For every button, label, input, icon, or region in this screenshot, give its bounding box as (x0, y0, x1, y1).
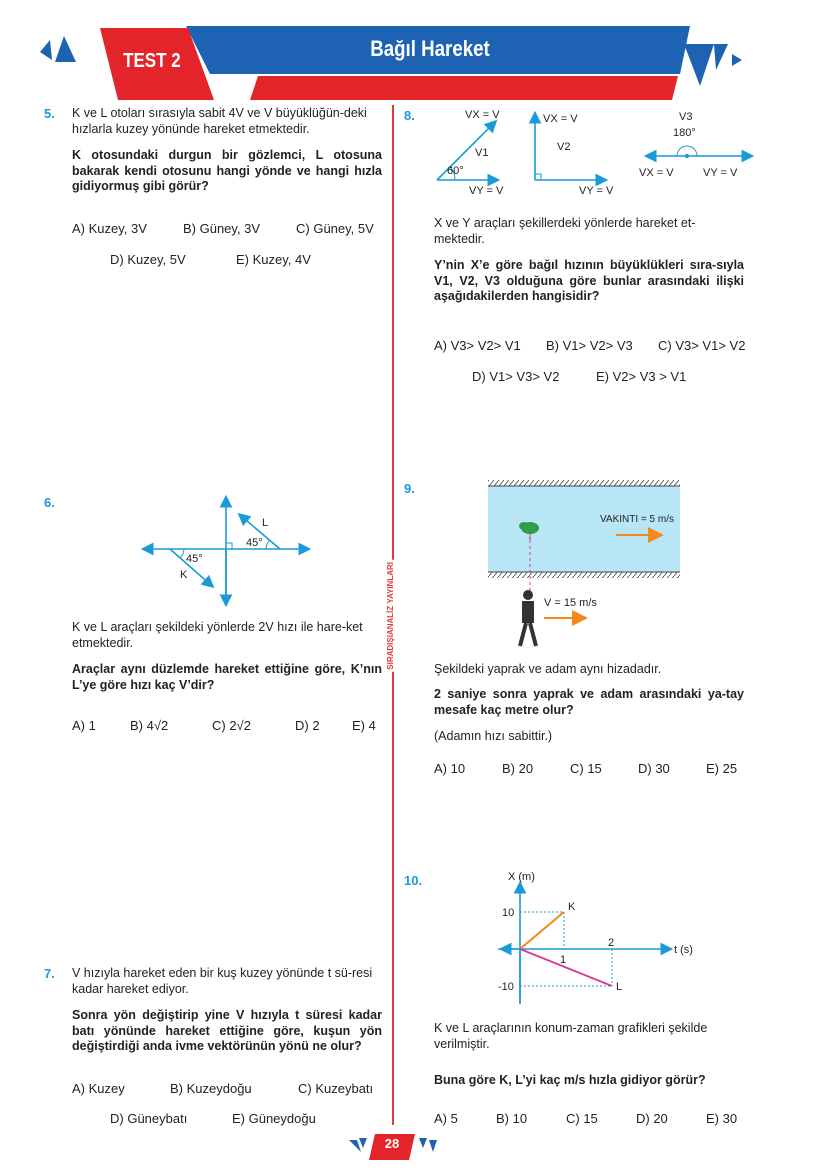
q8-fig1-v1: V1 (475, 147, 489, 159)
q6-option-e[interactable]: E) 4 (352, 718, 376, 733)
q8-vector-figures (425, 104, 775, 204)
page-number: 28 (384, 1136, 400, 1151)
q10-tick-1: 1 (560, 954, 567, 966)
q7-number: 7. (44, 966, 55, 981)
q6-option-a[interactable]: A) 1 (72, 718, 96, 733)
q9-note: (Adamın hızı sabittir.) (434, 729, 553, 743)
q8-fig3-vy: VY = V (703, 167, 738, 179)
q6-option-d[interactable]: D) 2 (295, 718, 320, 733)
q7-option-d[interactable]: D) Güneybatı (110, 1111, 188, 1126)
q6-text: K ve L araçları şekildeki yönlerde 2V hızı ile hare-ket etmektedir. (72, 620, 363, 650)
q8-number: 8. (404, 108, 415, 123)
q5-text: K ve L otoları sırasıyla sabit 4V ve V büyüklüğün-deki hızlarla kuzey yönünde hareket etmektedir. (72, 106, 367, 136)
q5-number: 5. (44, 106, 55, 121)
q5-option-c[interactable]: C) Güney, 5V (296, 221, 374, 236)
q8-option-d[interactable]: D) V1> V3> V2 (472, 369, 560, 384)
q10-option-c[interactable]: C) 15 (566, 1111, 598, 1126)
q9-man-speed: V = 15 m/s (544, 597, 597, 609)
q9-option-d[interactable]: D) 30 (638, 761, 670, 776)
q9-text: Şekildeki yaprak ve adam aynı hizadadır. (434, 662, 662, 676)
q8-fig2-v2: V2 (557, 141, 571, 153)
q6-label-k: K (180, 569, 188, 581)
q9-option-c[interactable]: C) 15 (570, 761, 602, 776)
q10-y-axis-label: X (m) (508, 871, 535, 883)
q9-current-label: VAKINTI = 5 m/s (600, 514, 674, 525)
q7-option-c[interactable]: C) Kuzeybatı (298, 1081, 374, 1096)
q7-option-b[interactable]: B) Kuzeydoğu (170, 1081, 252, 1096)
q5-option-a[interactable]: A) Kuzey, 3V (72, 221, 147, 236)
q7-option-e[interactable]: E) Güneydoğu (232, 1111, 316, 1126)
q6-question: Araçlar aynı düzlemde hareket ettiğine göre, K’nın L’ye göre hızı kaç V’dir? (72, 662, 382, 692)
q8-fig2-vy: VY = V (579, 185, 614, 197)
q10-question: Buna göre K, L’yi kaç m/s hızla gidiyor görür? (434, 1073, 706, 1087)
q8-fig2-vx: VX = V (543, 113, 578, 125)
q10-label-k: K (568, 901, 576, 913)
q10-option-d[interactable]: D) 20 (636, 1111, 668, 1126)
q10-text: K ve L araçlarının konum-zaman grafikleri şekilde verilmiştir. (434, 1021, 708, 1051)
q6-option-c[interactable]: C) 2√2 (212, 718, 251, 733)
q6-option-b[interactable]: B) 4√2 (130, 718, 169, 733)
q9-question: 2 saniye sonra yaprak ve adam arasındaki ya-tay mesafe kaç metre olur? (434, 687, 744, 717)
q10-option-a[interactable]: A) 5 (434, 1111, 458, 1126)
q5-question: K otosundaki durgun bir gözlemci, L otosuna bakarak kendi otosunu hangi yönde ve hangi hızla gidiyormuş gibi görür? (72, 148, 382, 193)
q10-number: 10. (404, 873, 423, 888)
q9-number: 9. (404, 481, 415, 496)
publisher-side-label: SIRADIŞIANALİZ YAYINLARI (386, 560, 400, 672)
q7-text: V hızıyla hareket eden bir kuş kuzey yönünde t sü-resi kadar hareket ediyor. (72, 966, 373, 996)
q7-option-a[interactable]: A) Kuzey (72, 1081, 125, 1096)
q8-fig3-v3: V3 (679, 111, 693, 123)
q5-option-e[interactable]: E) Kuzey, 4V (236, 252, 311, 267)
q5-option-d[interactable]: D) Kuzey, 5V (110, 252, 186, 267)
q8-fig1-angle: 60° (447, 165, 464, 177)
test-label: TEST 2 (123, 50, 181, 72)
q10-tick-neg10: -10 (498, 981, 514, 993)
q6-angle-k: 45° (186, 553, 203, 565)
q8-fig3-angle: 180° (673, 127, 696, 139)
q10-label-l: L (616, 981, 623, 993)
q9-river-figure (484, 480, 684, 655)
q5-option-b[interactable]: B) Güney, 3V (183, 221, 261, 236)
q9-option-b[interactable]: B) 20 (502, 761, 534, 776)
q8-option-e[interactable]: E) V2> V3 > V1 (596, 369, 687, 384)
q6-vector-figure (140, 490, 315, 610)
q8-fig1-vx: VX = V (465, 109, 500, 121)
q6-label-l: L (262, 517, 269, 529)
q8-option-c[interactable]: C) V3> V1> V2 (658, 338, 746, 353)
q8-fig3-vx: VX = V (639, 167, 674, 179)
q9-option-a[interactable]: A) 10 (434, 761, 466, 776)
q7-question: Sonra yön değiştirip yine V hızıyla t süresi kadar batı yönünde hareket ettiğine göre, kuşun yön değiştirdiği anda ivme vektörünün yönü ne olur? (72, 1008, 382, 1053)
q6-number: 6. (44, 495, 55, 510)
q6-angle-l: 45° (246, 537, 263, 549)
q10-tick-10: 10 (502, 907, 515, 919)
q8-fig1-vy: VY = V (469, 185, 504, 197)
q10-option-b[interactable]: B) 10 (496, 1111, 528, 1126)
q10-x-axis-label: t (s) (674, 944, 693, 956)
q10-option-e[interactable]: E) 30 (706, 1111, 738, 1126)
q10-tick-2: 2 (608, 937, 615, 949)
page-title: Bağıl Hareket (370, 36, 490, 61)
q8-text: X ve Y araçları şekillerdeki yönlerde hareket et-mektedir. (434, 216, 696, 246)
q10-graph (490, 868, 700, 1008)
q8-option-b[interactable]: B) V1> V2> V3 (546, 338, 633, 353)
q9-option-e[interactable]: E) 25 (706, 761, 738, 776)
q8-question: Y’nin X’e göre bağıl hızının büyüklükleri sıra-sıyla V1, V2, V3 olduğuna göre bunlar arasındaki ilişki aşağıdakilerden hangisidir? (434, 258, 744, 303)
q8-option-a[interactable]: A) V3> V2> V1 (434, 338, 521, 353)
